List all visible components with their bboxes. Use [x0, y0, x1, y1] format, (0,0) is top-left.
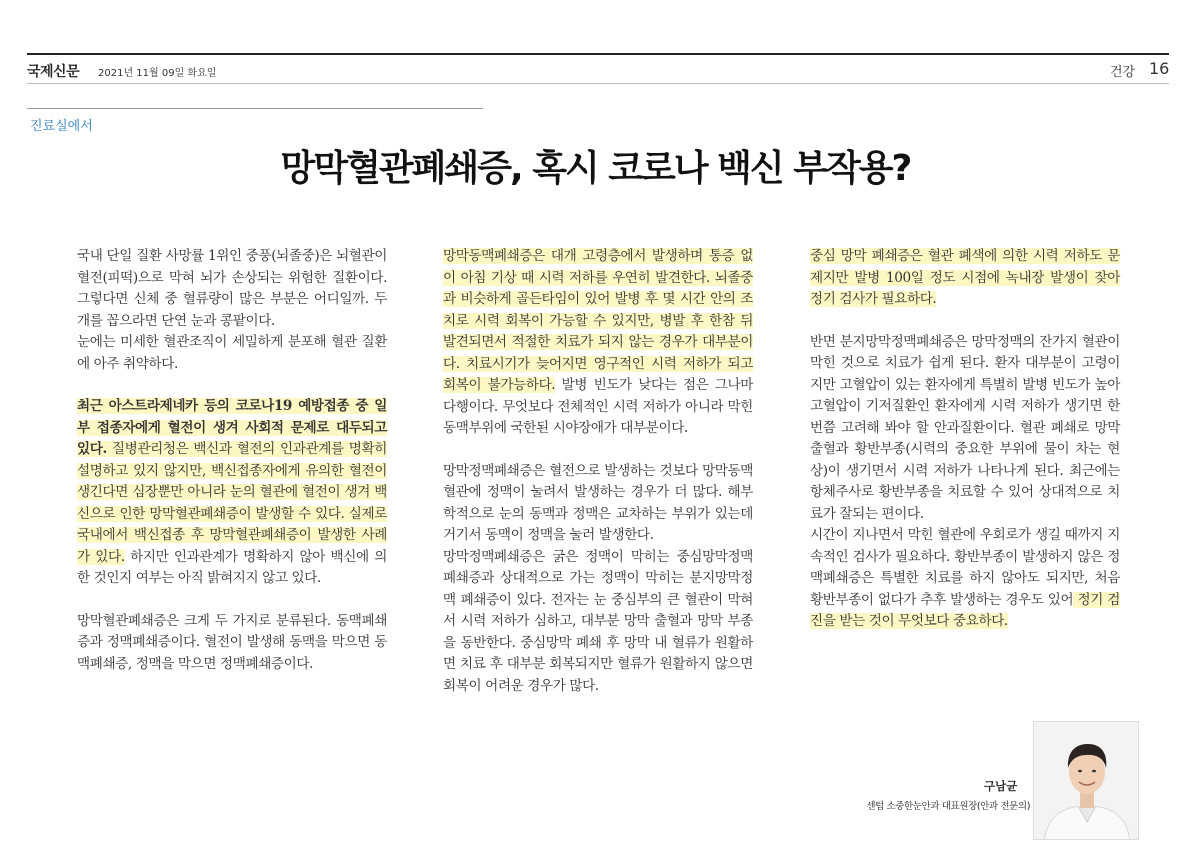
- highlighted-bold-text: 최근 아스트라제네카 등의 코로나19 예방접종 중 일부 접종자에게 혈전이 생겨 사회적 문제로 대두되고 있다.: [77, 398, 387, 457]
- doctor-portrait-icon: [1034, 722, 1139, 840]
- article-column-2: [443, 246, 753, 697]
- text: 눈에는 미세한 혈관조직이 세밀하게 분포해 혈관 질환에 아주 취약하다.: [77, 334, 387, 372]
- highlighted-text: 질병관리청은 백신과 혈전의 인과관계를 명확히 설명하고 있지 않지만, 백신접종자에게 유의한 혈전이 생긴다면 심장뿐만 아니라 눈의 혈관에 혈전이 생겨 백신으로 인한 망막혈관폐쇄증이 발생할 수 있다. 실제로 국내에서 백신접종 후 망막혈관폐쇄증이 발생한 사례가 있다.: [77, 441, 387, 565]
- paragraph: [77, 396, 387, 590]
- article-column-3: [810, 246, 1120, 633]
- author-photo: [1033, 721, 1139, 840]
- paragraph: [810, 246, 1120, 311]
- text: 시간이 지나면서 막힌 혈관에 우회로가 생길 때까지 지속적인 검사가 필요하다. 황반부종이 발생하지 않은 정맥폐쇄증은 특별한 치료를 하지 않아도 되지만, 처음 황반부종이 없다가 추후 발생하는 경우도 있어: [810, 527, 1120, 608]
- paragraph: [443, 246, 753, 440]
- highlighted-text: 중심 망막 폐쇄증은 혈관 폐색에 의한 시력 저하도 문제지만 발병 100일 정도 시점에 녹내장 발생이 잦아 정기 검사가 필요하다.: [810, 248, 1120, 307]
- top-rule: [27, 53, 1169, 55]
- column-kicker: 진료실에서: [30, 119, 93, 134]
- text: 망막정맥폐쇄증은 혈전으로 발생하는 것보다 망막동맥혈관에 정맥이 눌려서 발생하는 경우가 더 많다. 해부학적으로 눈의 동맥과 정맥은 교차하는 부위가 있는데 거기서 동맥이 정맥을 눌러 발생한다.: [443, 462, 753, 543]
- text: 망막정맥폐쇄증은 굵은 정맥이 막히는 중심망막정맥 폐쇄증과 상대적으로 가는 정맥이 막히는 분지망막정맥 폐쇄증이 있다. 전자는 눈 중심부의 큰 혈관이 막혀서 시력 저하가 심하고, 대부분 망막 출혈과 망막 부종을 동반한다. 중심망막 폐쇄 후 망막 내 혈류가 원활하면 치료 후 대부분 회복되지만 혈류가 원활하지 않으면 회복이 어려운 경우가 많다.: [443, 548, 753, 694]
- text: 망막혈관폐쇄증은 크게 두 가지로 분류된다. 동맥폐쇄증과 정맥폐쇄증이다. 혈전이 발생해 동맥을 막으면 동맥폐쇄증, 정맥을 막으면 정맥폐쇄증이다.: [77, 612, 387, 672]
- paragraph: [443, 461, 753, 698]
- highlighted-text: 망막동맥폐쇄증은 대개 고령층에서 발생하며 통증 없이 아침 기상 때 시력 저하를 우연히 발견한다. 뇌졸중과 비슷하게 골든타임이 있어 발병 후 몇 시간 안의 조치로 시력 회복이 가능할 수 있지만, 병발 후 한참 뒤 발견되면서 적절한 치료가 되지 않는 경우가 대부분이다. 치료시기가 늦어지면 영구적인 시력 저하가 되고 회복이 불가능하다.: [443, 248, 753, 393]
- paragraph: [810, 332, 1120, 633]
- article-headline: 망막혈관폐쇄증, 혹시 코로나 백신 부작용?: [280, 148, 911, 189]
- highlighted-text: 정기 검진을 받는 것이 무엇보다 중요하다.: [810, 591, 1120, 629]
- page-number: 16: [1149, 59, 1170, 78]
- text: 국내 단일 질환 사망률 1위인 중풍(뇌졸중)은 뇌혈관이 혈전(피떡)으로 막혀 뇌가 손상되는 위험한 질환이다. 그렇다면 신체 중 혈류량이 많은 부분은 어디일까. 두 개를 꼽으라면 단연 눈과 콩팥이다.: [77, 248, 387, 329]
- issue-date: 2021년 11월 09일 화요일: [98, 68, 217, 79]
- text: 발병 빈도가 낮다는 점은 그나마 다행이다. 무엇보다 전체적인 시력 저하가 아니라 막힌 동맥부위에 국한된 시야장애가 대부분이다.: [443, 377, 753, 436]
- kicker-rule: [27, 108, 483, 109]
- text: 하지만 인과관계가 명확하지 않아 백신에 의한 것인지 여부는 아직 밝혀지지 않고 있다.: [77, 548, 387, 586]
- paragraph: [77, 246, 387, 375]
- author-name: 구남균: [984, 779, 1018, 793]
- text: 반면 분지망막정맥폐쇄증은 망막정맥의 잔가지 혈관이 막힌 것으로 치료가 쉽게 된다. 환자 대부분이 고령이지만 고혈압이 있는 환자에게 특별히 발병 빈도가 높아 고혈압이 기저질환인 환자에게 시력 저하가 생기면 한 번쯤 고려해 봐야 할 안과질환이다. 혈관 폐쇄로 망막 출혈과 황반부종(시력의 중요한 부위에 물이 차는 현상)이 생기면서 시력 저하가 나타나게 된다. 최근에는 항체주사로 황반부종을 치료할 수 있어 상대적으로 치료가 잘되는 편이다.: [810, 333, 1120, 522]
- author-title: 센텀 소중한눈안과 대표원장(안과 전문의): [866, 801, 1030, 812]
- newspaper-masthead: 국제신문: [27, 64, 80, 80]
- section-name: 건강: [1110, 65, 1136, 80]
- article-column-1: [77, 246, 387, 696]
- header-divider: [27, 83, 1169, 84]
- paragraph: [77, 611, 387, 676]
